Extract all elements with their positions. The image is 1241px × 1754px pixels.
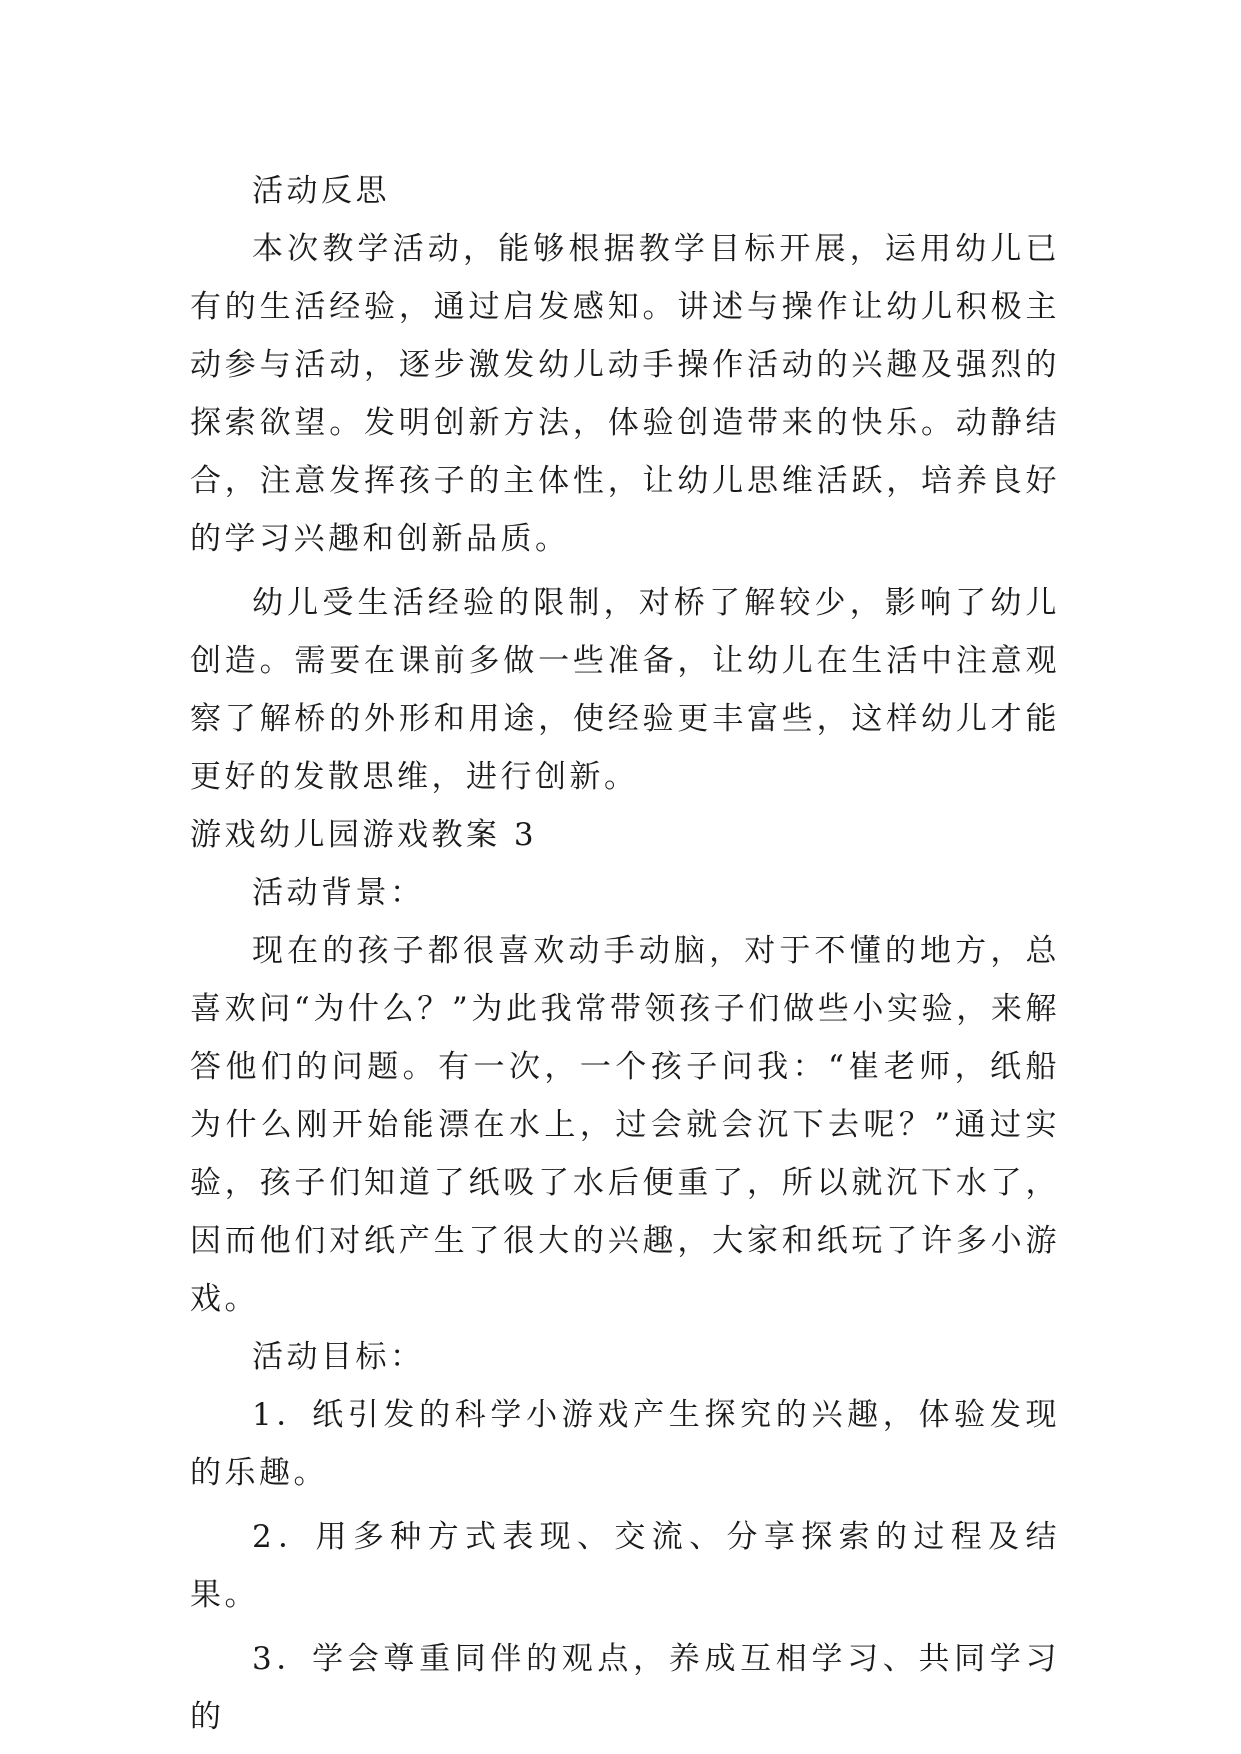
document-body — [190, 162, 1060, 1746]
goal-item-3: 3．学会尊重同伴的观点，养成互相学习、共同学习的 — [190, 1641, 1060, 1735]
paragraph-reflection-1: 本次教学活动，能够根据教学目标开展，运用幼儿已有的生活经验，通过启发感知。讲述与操作让幼儿积极主动参与活动，逐步激发幼儿动手操作活动的兴趣及强烈的探索欲望。发明创新方法，体验创造带来的快乐。动静结合，注意发挥孩子的主体性，让幼儿思维活跃，培养良好的学习兴趣和创新品质。 — [190, 231, 1060, 557]
paragraph-background: 现在的孩子都很喜欢动手动脑，对于不懂的地方，总喜欢问“为什么？”为此我常带领孩子们做些小实验，来解答他们的问题。有一次，一个孩子问我：“崔老师，纸船为什么刚开始能漂在水上，过会就会沉下去呢？”通过实验，孩子们知道了纸吸了水后便重了，所以就沉下水了，因而他们对纸产生了很大的兴趣，大家和纸玩了许多小游戏。 — [190, 933, 1060, 1317]
lesson-plan-title: 游戏幼儿园游戏教案 3 — [190, 817, 538, 853]
section-heading-background: 活动背景： — [252, 875, 425, 911]
goal-item-2: 2．用多种方式表现、交流、分享探索的过程及结果。 — [190, 1519, 1060, 1613]
section-heading-reflection: 活动反思 — [252, 173, 390, 209]
section-heading-goals: 活动目标： — [252, 1339, 425, 1375]
goal-item-1: 1．纸引发的科学小游戏产生探究的兴趣，体验发现的乐趣。 — [190, 1397, 1060, 1491]
paragraph-reflection-2: 幼儿受生活经验的限制，对桥了解较少，影响了幼儿创造。需要在课前多做一些准备，让幼儿在生活中注意观察了解桥的外形和用途，使经验更丰富些，这样幼儿才能更好的发散思维，进行创新。 — [190, 585, 1060, 795]
